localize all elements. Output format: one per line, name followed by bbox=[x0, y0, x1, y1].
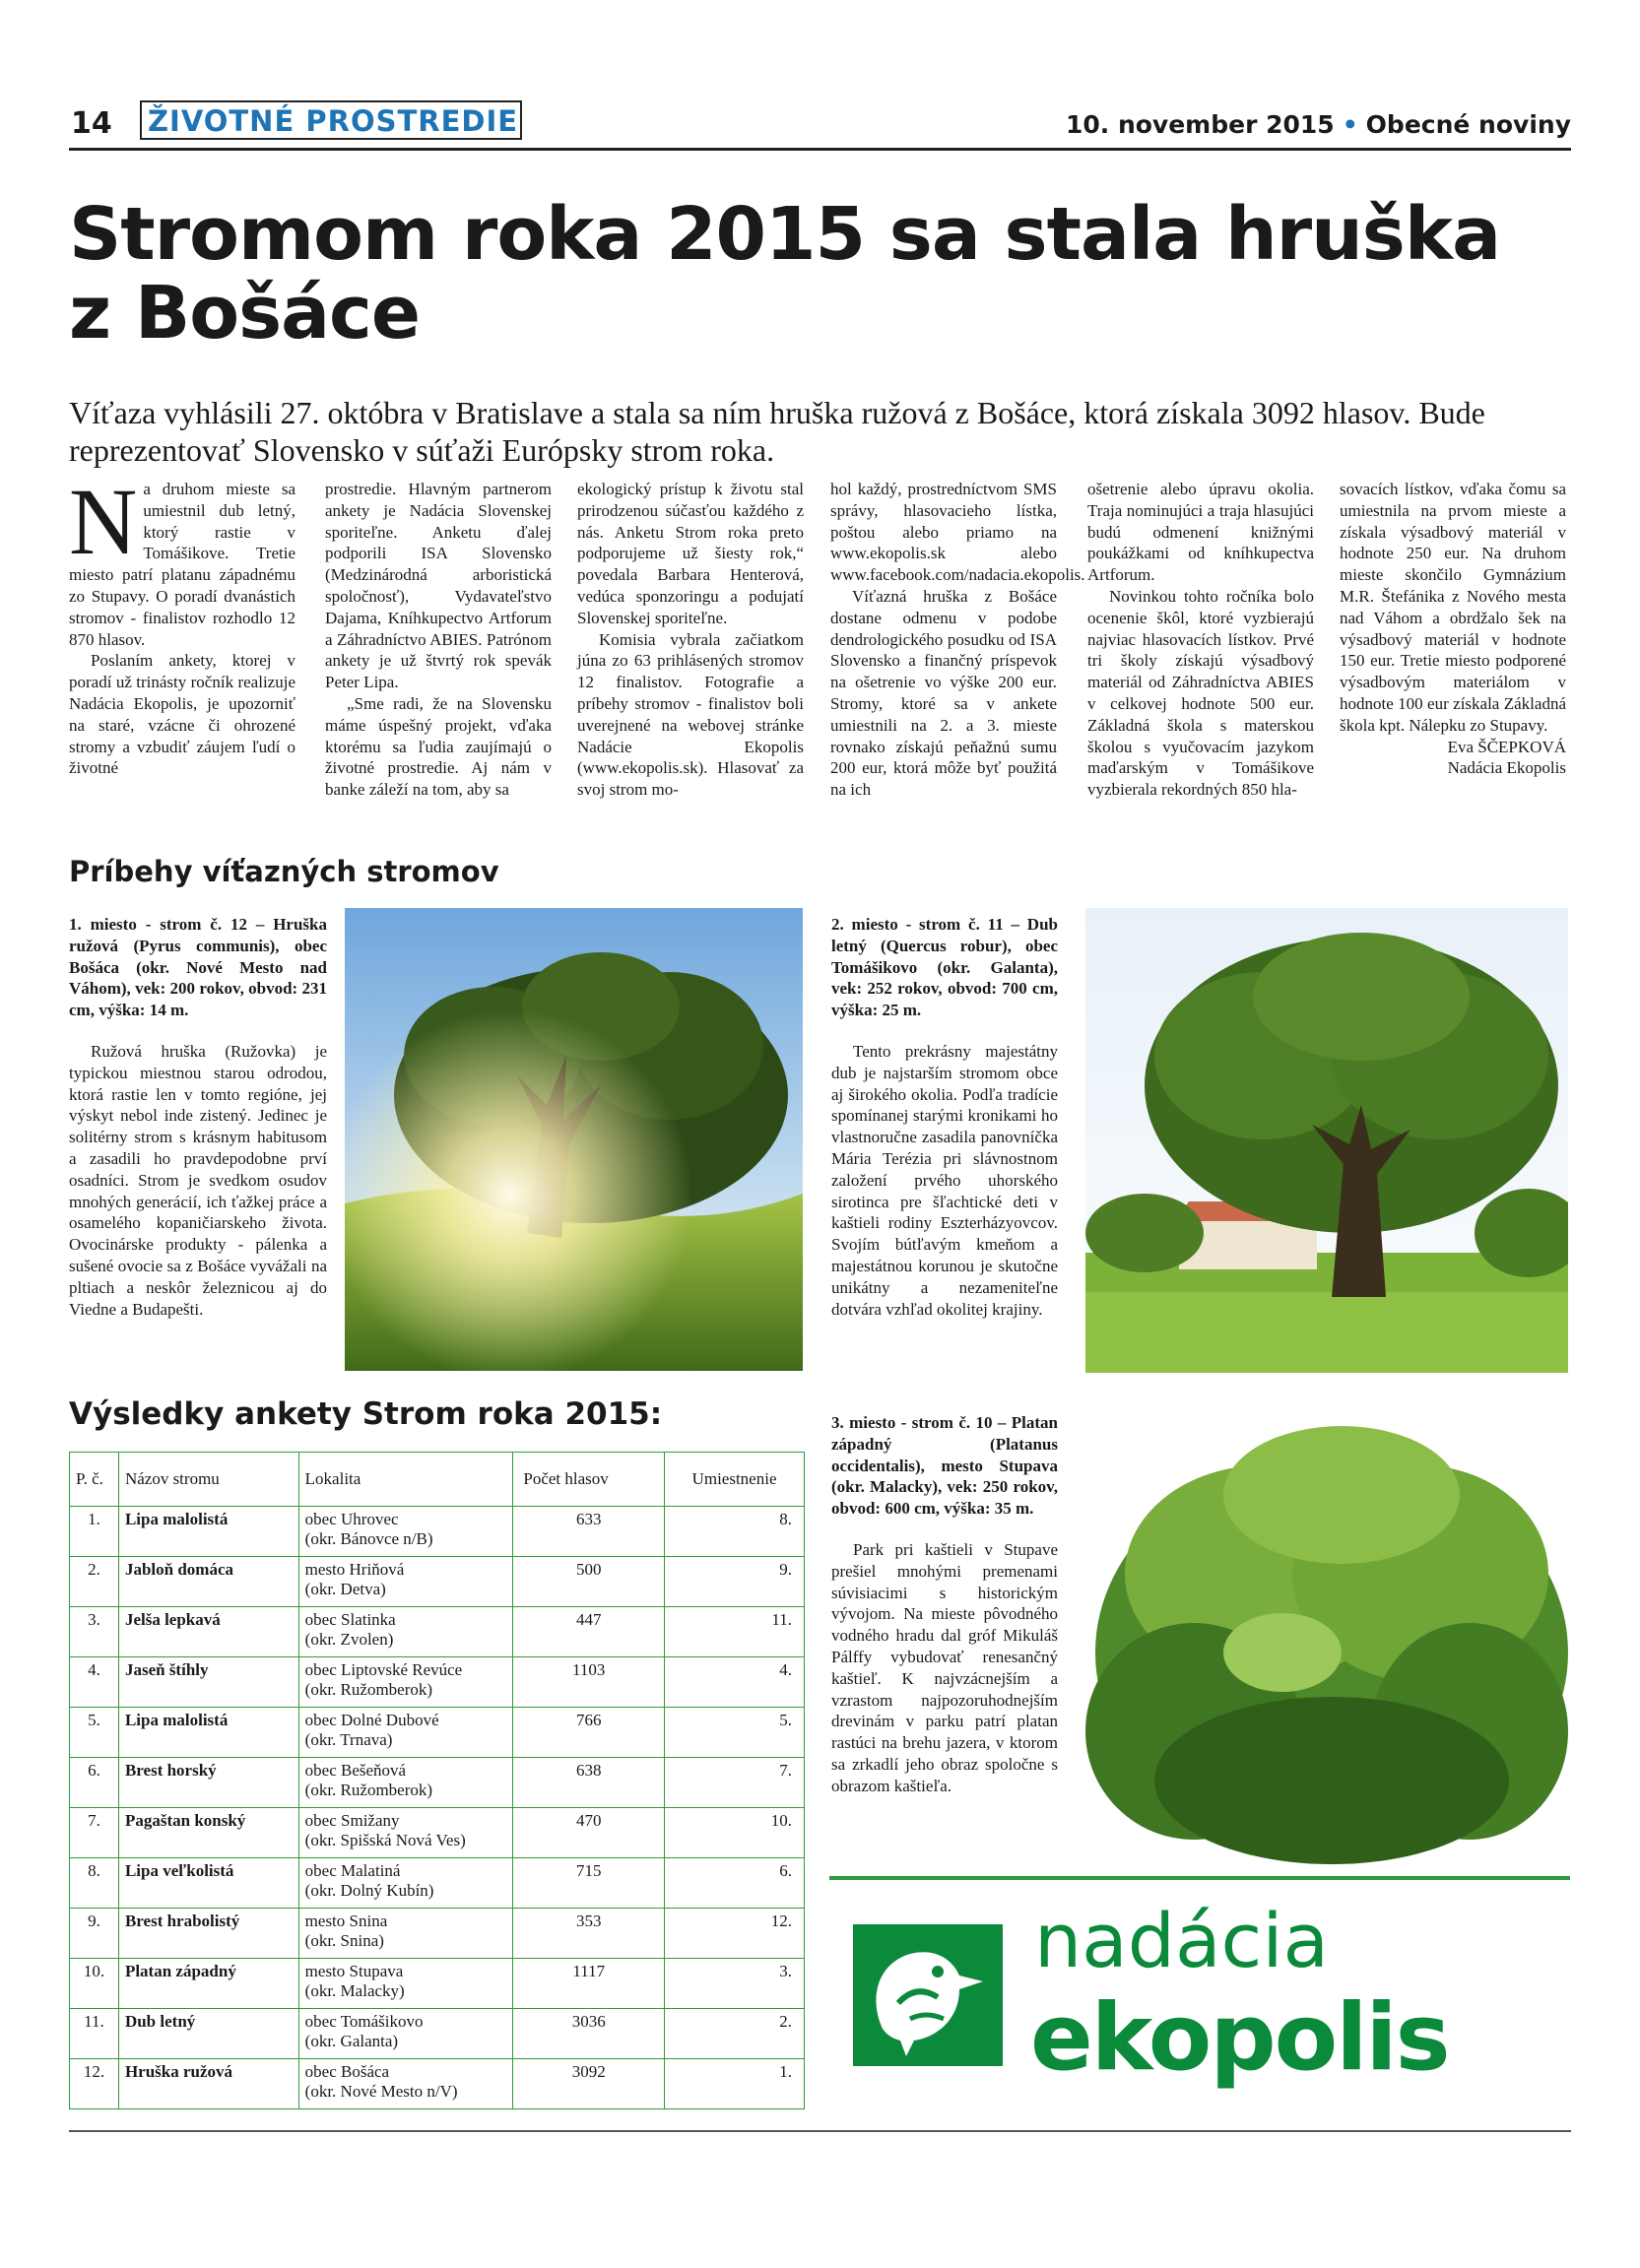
location-line: obec Slatinka bbox=[304, 1610, 396, 1629]
cell-rank: 6. bbox=[665, 1858, 805, 1909]
plane-tree-image bbox=[1085, 1406, 1568, 1864]
cell-tree-name: Brest hrabolistý bbox=[118, 1909, 298, 1959]
logo-text-ekopolis: ekopolis bbox=[1030, 1984, 1449, 2092]
body-column-4 bbox=[830, 479, 1085, 801]
district-line: (okr. Dolný Kubín) bbox=[304, 1881, 434, 1900]
cell-votes: 3036 bbox=[513, 2009, 665, 2059]
cell-votes: 766 bbox=[513, 1708, 665, 1758]
cell-tree-name: Dub letný bbox=[118, 2009, 298, 2059]
body-paragraph: sovacích lístkov, vďaka čomu sa umiestnila na prvom mieste a získala výsadbový materiál v hodnote 250 eur. Na druhom mieste skončilo Gymnázium M.R. Štefánika z Nového mesta nad Váhom a obrdžalo šek na výsadbový materiál v hodnote 150 eur. Tretie miesto podporené výsadbovým materiálom v hodnote 100 eur získala Základná škola kpt. Nálepku zo Stupavy. bbox=[1340, 480, 1566, 735]
publication-name: Obecné noviny bbox=[1365, 110, 1571, 139]
photo-pear-tree bbox=[345, 908, 803, 1371]
cell-location bbox=[298, 1657, 513, 1708]
story-text: Tento prekrásny majestátny dub je najstarším stromom obce aj širokého okolia. Podľa tradície spomínanej starými kronikami ho vlastnoručne zasadila panovníčka Mária Terézia pri slávnostnom založení prvého uhorského sirotinca pre šľachtické deti v kaštieli rodiny Eszterházyovcov. Svojím bútľavým kmeňom a majestátnou korunou je skutočne unikátny a nezameniteľne dotvára vzhľad okolitej krajiny. bbox=[831, 1041, 1058, 1319]
cell-tree-name: Jaseň štíhly bbox=[118, 1657, 298, 1708]
district-line: (okr. Spišská Nová Ves) bbox=[304, 1831, 466, 1849]
drop-cap: N bbox=[69, 469, 138, 574]
location-line: mesto Stupava bbox=[304, 1962, 404, 1980]
story-third-place bbox=[831, 1412, 1058, 1797]
cell-location bbox=[298, 1758, 513, 1808]
cell-number: 12. bbox=[70, 2059, 119, 2109]
bird-logo-icon bbox=[849, 1920, 1007, 2070]
cell-tree-name: Jelša lepkavá bbox=[118, 1607, 298, 1657]
cell-location bbox=[298, 1607, 513, 1657]
cell-location bbox=[298, 2059, 513, 2109]
title-line-2: z Bošáce bbox=[69, 271, 421, 356]
article-title bbox=[69, 192, 1546, 356]
cell-votes: 3092 bbox=[513, 2059, 665, 2109]
cell-votes: 353 bbox=[513, 1909, 665, 1959]
table-row bbox=[70, 2009, 805, 2059]
district-line: (okr. Snina) bbox=[304, 1931, 384, 1950]
cell-votes: 638 bbox=[513, 1758, 665, 1808]
cell-number: 6. bbox=[70, 1758, 119, 1808]
cell-number: 9. bbox=[70, 1909, 119, 1959]
body-paragraph: Komisia vybrala začiatkom júna zo 63 prihlásených stromov 12 finalistov. Fotografie a príbehy stromov - finalistov boli uverejnené na webovej stránke Nadácie Ekopolis (www.ekopolis.sk). Hlasovať za svoj strom mo- bbox=[577, 629, 804, 800]
page-number: 14 bbox=[71, 106, 112, 141]
cell-votes: 500 bbox=[513, 1557, 665, 1607]
location-line: obec Tomášikovo bbox=[304, 2012, 424, 2031]
cell-rank: 7. bbox=[665, 1758, 805, 1808]
body-column-6 bbox=[1340, 479, 1566, 779]
table-row bbox=[70, 2059, 805, 2109]
table-row bbox=[70, 1657, 805, 1708]
table-row bbox=[70, 1507, 805, 1557]
table-row bbox=[70, 1708, 805, 1758]
cell-number: 2. bbox=[70, 1557, 119, 1607]
pear-tree-image bbox=[345, 908, 803, 1371]
cell-votes: 1103 bbox=[513, 1657, 665, 1708]
cell-number: 3. bbox=[70, 1607, 119, 1657]
results-heading: Výsledky ankety Strom roka 2015: bbox=[69, 1396, 663, 1432]
separator-dot: • bbox=[1342, 110, 1358, 139]
cell-number: 5. bbox=[70, 1708, 119, 1758]
cell-tree-name: Brest horský bbox=[118, 1758, 298, 1808]
cell-number: 11. bbox=[70, 2009, 119, 2059]
location-line: obec Liptovské Revúce bbox=[304, 1660, 463, 1679]
story-text: Park pri kaštieli v Stupave prešiel mnohými premenami súvisiacimi s historickým vývojom. Na mieste pôvodného vodného hradu dal gróf Mikuláš Pálffy vybudovať renesančný kaštieľ. K najvzácnejším a vzrastom najpozoruhodnejším drevinám v parku patrí platan rastúci na brehu jazera, v ktorom sa zrkadlí jeho obraz spoločne s obrazom kaštieľa. bbox=[831, 1539, 1058, 1795]
cell-number: 1. bbox=[70, 1507, 119, 1557]
district-line: (okr. Detva) bbox=[304, 1580, 386, 1598]
issue-date: 10. november 2015 bbox=[1065, 110, 1335, 139]
body-paragraph: ošetrenie alebo úpravu okolia. Traja nominujúci a traja hlasujúci budú odmenení knižnými poukážkami od kníhkupectva Artforum. bbox=[1087, 480, 1314, 585]
issue-info bbox=[1066, 110, 1571, 139]
cell-tree-name: Platan západný bbox=[118, 1959, 298, 2009]
story-caption: 2. miesto - strom č. 11 – Dub letný (Quercus robur), obec Tomášikovo (okr. Galanta), vek: 252 rokov, obvod: 700 cm, výška: 25 m. bbox=[831, 915, 1058, 1020]
story-caption: 3. miesto - strom č. 10 – Platan západný (Platanus occidentalis), mesto Stupava (okr. Malacky), vek: 250 rokov, obvod: 600 cm, výška: 35 m. bbox=[831, 1413, 1058, 1519]
table-row bbox=[70, 1909, 805, 1959]
cell-number: 8. bbox=[70, 1858, 119, 1909]
table-row bbox=[70, 1858, 805, 1909]
cell-rank: 12. bbox=[665, 1909, 805, 1959]
cell-rank: 3. bbox=[665, 1959, 805, 2009]
district-line: (okr. Ružomberok) bbox=[304, 1781, 433, 1799]
cell-location bbox=[298, 1507, 513, 1557]
cell-votes: 715 bbox=[513, 1858, 665, 1909]
cell-location bbox=[298, 1808, 513, 1858]
district-line: (okr. Bánovce n/B) bbox=[304, 1529, 433, 1548]
cell-tree-name: Lipa veľkolistá bbox=[118, 1858, 298, 1909]
story-caption: 1. miesto - strom č. 12 – Hruška ružová (Pyrus communis), obec Bošáca (okr. Nové Mesto nad Váhom), vek: 200 rokov, obvod: 231 cm, výška: 14 m. bbox=[69, 915, 327, 1020]
location-line: obec Bešeňová bbox=[304, 1761, 407, 1780]
author-organization: Nadácia Ekopolis bbox=[1447, 758, 1566, 778]
cell-location bbox=[298, 1959, 513, 2009]
oak-tree-image bbox=[1085, 908, 1568, 1373]
district-line: (okr. Malacky) bbox=[304, 1981, 405, 2000]
stories-heading: Príbehy víťazných stromov bbox=[69, 855, 499, 888]
body-paragraph: prostredie. Hlavným partnerom ankety je Nadácia Slovenskej sporiteľne. Anketu ďalej podporili ISA Slovensko (Medzinárodná arboristická spoločnosť), Vydavateľstvo Dajama, Kníhkupectvo Artforum a Záhradníctvo ABIES. Patrónom ankety je už štvrtý rok spevák Peter Lipa. bbox=[325, 480, 552, 692]
header-rule bbox=[69, 148, 1571, 151]
district-line: (okr. Trnava) bbox=[304, 1730, 393, 1749]
body-column-3 bbox=[577, 479, 804, 801]
cell-tree-name: Lipa malolistá bbox=[118, 1507, 298, 1557]
district-line: (okr. Galanta) bbox=[304, 2032, 399, 2050]
cell-tree-name: Lipa malolistá bbox=[118, 1708, 298, 1758]
cell-location bbox=[298, 1909, 513, 1959]
cell-rank: 1. bbox=[665, 2059, 805, 2109]
cell-rank: 10. bbox=[665, 1808, 805, 1858]
cell-tree-name: Pagaštan konský bbox=[118, 1808, 298, 1858]
body-column-1 bbox=[69, 469, 295, 779]
title-line-1: Stromom roka 2015 sa stala hruška bbox=[69, 192, 1500, 277]
table-row bbox=[70, 1959, 805, 2009]
cell-rank: 9. bbox=[665, 1557, 805, 1607]
district-line: (okr. Nové Mesto n/V) bbox=[304, 2082, 458, 2101]
body-paragraph: hol každý, prostredníctvom SMS správy, hlasovacieho lístka, poštou alebo priamo na www.ekopolis.sk alebo www.facebook.com/nadacia.ekopolis. bbox=[830, 480, 1085, 585]
cell-tree-name: Hruška ružová bbox=[118, 2059, 298, 2109]
table-row bbox=[70, 1808, 805, 1858]
table-row bbox=[70, 1607, 805, 1657]
cell-rank: 2. bbox=[665, 2009, 805, 2059]
bottom-rule bbox=[69, 2130, 1571, 2132]
cell-number: 10. bbox=[70, 1959, 119, 2009]
cell-number: 4. bbox=[70, 1657, 119, 1708]
column-header: Názov stromu bbox=[118, 1453, 298, 1507]
cell-rank: 4. bbox=[665, 1657, 805, 1708]
cell-number: 7. bbox=[70, 1808, 119, 1858]
cell-rank: 11. bbox=[665, 1607, 805, 1657]
body-paragraph: Víťazná hruška z Bošáce dostane odmenu v podobe dendrologického posudku od ISA Slovensko a finančný príspevok na ošetrenie vo výške 200 eur. Stromy, ktoré sa v ankete umiestnili na 2. a 3. mieste rovnako získajú peňažnú sumu 200 eur, ktorá môže byť použitá na ich bbox=[830, 586, 1057, 800]
cell-rank: 8. bbox=[665, 1507, 805, 1557]
location-line: obec Bošáca bbox=[304, 2062, 390, 2081]
cell-votes: 470 bbox=[513, 1808, 665, 1858]
article-lead: Víťaza vyhlásili 27. októbra v Bratislave a stala sa ním hruška ružová z Bošáce, ktorá získala 3092 hlasov. Bude reprezentovať Slovensko v súťaži Európsky strom roka. bbox=[69, 395, 1485, 468]
column-header: P. č. bbox=[70, 1453, 119, 1507]
photo-plane-tree bbox=[1085, 1406, 1568, 1864]
cell-tree-name: Jabloň domáca bbox=[118, 1557, 298, 1607]
location-line: obec Malatiná bbox=[304, 1861, 401, 1880]
district-line: (okr. Ružomberok) bbox=[304, 1680, 433, 1699]
body-paragraph: Novinkou tohto ročníka bolo ocenenie škôl, ktoré vyzbierajú najviac hlasovacích lístkov. Prvé tri školy získajú výsadbový materiál od Záhradníctva ABIES v celkovej hodnote 500 eur. Základná škola s materskou školou s vyučovacím jazykom maďarským v Tomášikove vyzbierala rekordných 850 hla- bbox=[1087, 586, 1314, 800]
results-table bbox=[69, 1452, 805, 2109]
body-column-2 bbox=[325, 479, 552, 801]
cell-location bbox=[298, 1708, 513, 1758]
location-line: obec Dolné Dubové bbox=[304, 1711, 439, 1729]
cell-votes: 1117 bbox=[513, 1959, 665, 2009]
body-paragraph: Poslaním ankety, ktorej v poradí už trinásty ročník realizuje Nadácia Ekopolis, je upozorniť na staré, vzácne či ohrozené stromy a vzbudiť záujem ľudí o životné bbox=[69, 651, 295, 778]
photo-oak-tree bbox=[1085, 908, 1568, 1373]
logo-divider bbox=[829, 1876, 1570, 1880]
table-header-row bbox=[70, 1453, 805, 1507]
cell-votes: 633 bbox=[513, 1507, 665, 1557]
story-first-place bbox=[69, 914, 327, 1320]
column-header: Umiestnenie bbox=[665, 1453, 805, 1507]
story-text: Ružová hruška (Ružovka) je typickou miestnou starou odrodou, ktorá rastie len v tomto regióne, jej výskyt nebol inde zistený. Jedinec je solitérny strom s krásnym habitusom a zasadili ho pravdepodobne prví osadníci. Strom je svedkom osudov mnohých generácií, ich ťažkej práce a osamelého kopaničiarskeho života. Ovocinárske produkty - pálenka a sušené ovocie sa z Bošáce vyvážali na pltiach a neskôr železnicou aj do Viedne a Budapešti. bbox=[69, 1041, 327, 1319]
story-second-place bbox=[831, 914, 1058, 1320]
cell-location bbox=[298, 1858, 513, 1909]
column-header: Počet hlasov bbox=[513, 1453, 665, 1507]
column-header: Lokalita bbox=[298, 1453, 513, 1507]
logo-text-nadacia: nadácia bbox=[1034, 1897, 1330, 1984]
section-label: ŽIVOTNÉ PROSTREDIE bbox=[140, 100, 522, 140]
body-paragraph: „Sme radi, že na Slovensku máme úspešný projekt, vďaka ktorému sa ľudia zaujímajú o životné prostredie. Aj nám v banke záleží na tom, aby sa bbox=[325, 693, 552, 800]
location-line: mesto Hriňová bbox=[304, 1560, 405, 1579]
location-line: mesto Snina bbox=[304, 1912, 388, 1930]
author-name: Eva ŠČEPKOVÁ bbox=[1447, 737, 1566, 756]
cell-location bbox=[298, 2009, 513, 2059]
table-row bbox=[70, 1557, 805, 1607]
body-paragraph: ekologický prístup k životu stal prirodzenou súčasťou každého z nás. Anketu Strom roka preto podporujeme už šiesty rok,“ povedala Barbara Henterová, vedúca sponzoringu a podujatí Slovenskej sporiteľne. bbox=[577, 480, 804, 627]
cell-rank: 5. bbox=[665, 1708, 805, 1758]
cell-votes: 447 bbox=[513, 1607, 665, 1657]
body-paragraph: a druhom mieste sa umiestnil dub letný, ktorý rastie v Tomášikove. Tretie miesto patrí platanu západnému zo Stupavy. O poradí dvanástich stromov - finalistov rozhodlo 12 870 hlasov. bbox=[69, 480, 295, 649]
location-line: obec Uhrovec bbox=[304, 1510, 399, 1528]
body-column-5 bbox=[1087, 479, 1314, 801]
cell-location bbox=[298, 1557, 513, 1607]
location-line: obec Smižany bbox=[304, 1811, 400, 1830]
district-line: (okr. Zvolen) bbox=[304, 1630, 394, 1649]
table-row bbox=[70, 1758, 805, 1808]
